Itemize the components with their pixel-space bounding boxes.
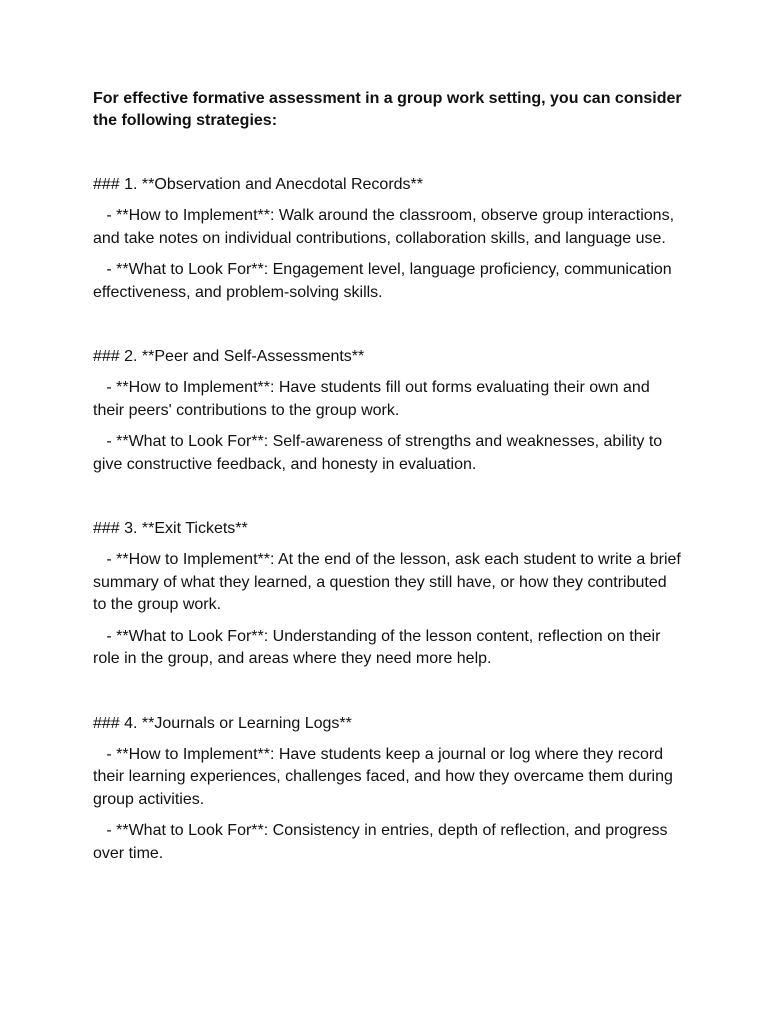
- section-peer-self-assessment: [93, 346, 683, 476]
- what-to-look-for-paragraph: - **What to Look For**: Consistency in entries, depth of reflection, and progress over time.: [93, 822, 672, 862]
- how-to-implement-paragraph: - **How to Implement**: At the end of the lesson, ask each student to write a brief summary of what they learned, a question they still have, or how they contributed to the group work.: [93, 551, 686, 613]
- how-to-implement-paragraph: - **How to Implement**: Have students fill out forms evaluating their own and their peers' contributions to the group work.: [93, 379, 655, 419]
- what-to-look-for-paragraph: - **What to Look For**: Self-awareness of strengths and weaknesses, ability to give constructive feedback, and honesty in evaluation.: [93, 433, 667, 473]
- section-exit-tickets: [93, 518, 686, 671]
- how-to-implement-paragraph: - **How to Implement**: Have students keep a journal or log where they record their learning experiences, challenges faced, and how they overcame them during group activities.: [93, 745, 678, 808]
- how-to-implement-paragraph: - **How to Implement**: Walk around the classroom, observe group interactions, and take notes on individual contributions, collaboration skills, and language use.: [93, 207, 679, 247]
- document-page: [93, 88, 686, 874]
- what-to-look-for-paragraph: - **What to Look For**: Engagement level, language proficiency, communication effectiveness, and problem-solving skills.: [93, 261, 677, 301]
- section-heading: ### 4. **Journals or Learning Logs**: [93, 714, 352, 732]
- section-heading: ### 2. **Peer and Self-Assessments**: [93, 348, 365, 365]
- section-journals: [93, 713, 683, 866]
- what-to-look-for-paragraph: - **What to Look For**: Understanding of the lesson content, reflection on their role in the group, and areas where they need more help.: [93, 627, 665, 667]
- section-heading: ### 1. **Observation and Anecdotal Records**: [93, 176, 423, 193]
- section-heading: ### 3. **Exit Tickets**: [93, 520, 248, 537]
- section-observation: [93, 174, 683, 304]
- intro-paragraph: For effective formative assessment in a group work setting, you can consider the following strategies:: [93, 90, 682, 129]
